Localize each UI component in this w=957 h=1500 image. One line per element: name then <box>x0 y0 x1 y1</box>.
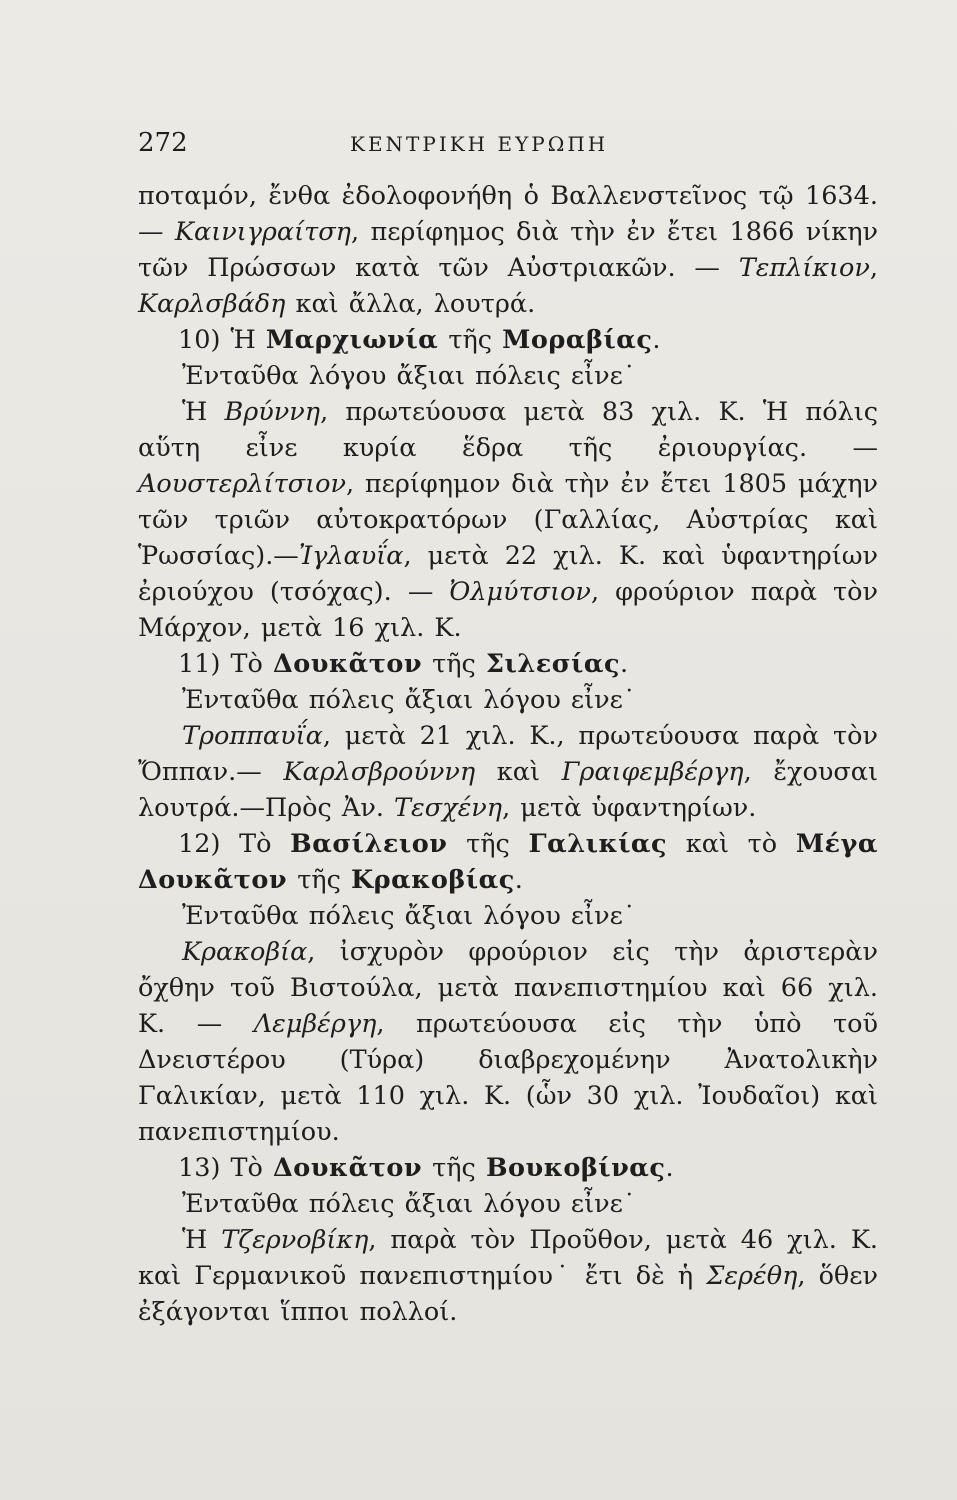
text-run: τῆς <box>422 649 486 679</box>
text-run: , περίφημος διὰ τὴν ἐν ἔτει 1866 νίκην τῶν Πρώσσων κατὰ τῶν Αὐστριακῶν. — <box>138 217 878 283</box>
text-run: , ἔχουσαι λουτρά.—Πρὸς Ἀν. <box>138 757 878 823</box>
place-name: Τροππαυΐα <box>182 721 323 751</box>
text-run: , ἰσχυρὸν φρούριον εἰς τὴν ἀριστερὰν ὄχθην τοῦ Βιστούλα, μετὰ πανεπιστημίου καὶ 66 χιλ. Κ. — <box>138 937 878 1039</box>
section-heading-12 <box>138 826 878 898</box>
place-name: Τζερνοβίκη <box>221 1225 369 1255</box>
place-name: Καρλσβρούννη <box>283 757 476 787</box>
section-number: 13) Τὸ <box>178 1153 273 1183</box>
text-run: , μετὰ 21 χιλ. Κ., πρωτεύουσα παρὰ τὸν Ὄππαν.— <box>138 721 878 787</box>
text-run: καὶ <box>475 757 562 787</box>
heading-term: Μαρχιωνία <box>265 325 439 355</box>
text-run: τῆς <box>422 1153 486 1183</box>
section-intro-10: Ἐνταῦθα λόγου ἄξιαι πόλεις εἶνε˙ <box>182 361 636 391</box>
place-name: Βρύννη <box>224 397 321 427</box>
text-run: καὶ τὸ <box>667 829 796 859</box>
section-heading-11 <box>138 646 878 682</box>
text-run: , ὅθεν ἐξάγονται ἵπποι πολλοί. <box>138 1261 878 1327</box>
heading-term: Δουκᾶτον <box>272 649 423 679</box>
section-intro-11: Ἐνταῦθα πόλεις ἄξιαι λόγου εἶνε˙ <box>182 685 636 715</box>
section-number: 11) Τὸ <box>178 649 273 679</box>
section-number: 12) Τὸ <box>178 829 291 859</box>
page-header <box>138 128 878 168</box>
text-run: καὶ ἄλλα, λουτρά. <box>285 289 536 319</box>
section-body-12 <box>138 934 878 1150</box>
section-body-13 <box>138 1222 878 1330</box>
text-run: Ἡ <box>182 1225 222 1255</box>
section-heading-13 <box>138 1150 878 1186</box>
place-name: Λεμβέργη <box>253 1009 377 1039</box>
heading-term: Δουκᾶτον <box>272 1153 423 1183</box>
section-body-11 <box>138 718 878 826</box>
place-name: Καινιγραίτση <box>174 217 351 247</box>
section-intro-13: Ἐνταῦθα πόλεις ἄξιαι λόγου εἶνε˙ <box>182 1189 636 1219</box>
text-run: , περίφημον διὰ τὴν ἐν ἔτει 1805 μάχην τῶν τριῶν αὐτοκρατόρων (Γαλλίας, Αὐστρίας καὶ Ῥωσσίας).— <box>138 469 878 571</box>
paragraph-carryover <box>138 178 878 322</box>
text-run: , παρὰ τὸν Προῦθον, μετὰ 46 χιλ. Κ. καὶ Γερμανικοῦ πανεπιστημίου˙ ἔτι δὲ ἡ <box>138 1225 878 1291</box>
place-name: Καρλσβάδη <box>138 289 286 319</box>
place-name: Αουστερλίτσιον <box>138 469 346 499</box>
text-run: τῆς <box>287 865 351 895</box>
text-run: , μετὰ ὑφαντηρίων. <box>502 793 757 823</box>
text-run: . <box>620 649 629 679</box>
text-run: , <box>869 253 878 283</box>
text-run: , πρωτεύουσα εἰς τὴν ὑπὸ τοῦ Δνειστέρου (Τύρα) διαβρεχομένην Ἀνατολικὴν Γαλικίαν, μετὰ 110 χιλ. Κ. (ὧν 30 χιλ. Ἰουδαῖοι) καὶ πανεπιστημίου. <box>138 1009 878 1147</box>
section-heading-10 <box>138 322 878 358</box>
body-text <box>138 178 878 1330</box>
text-run: . <box>665 1153 674 1183</box>
text-run: , πρωτεύουσα μετὰ 83 χιλ. Κ. Ἡ πόλις αὕτη εἶνε κυρία ἕδρα τῆς ἐριουργίας. — <box>138 397 878 463</box>
text-run: ποταμόν, ἔνθα ἐδολοφονήθη ὁ Βαλλενστεῖνος τῷ 1634.— <box>138 181 878 247</box>
place-name: Ὀλμύτσιον <box>449 577 591 607</box>
heading-term: Μέγα Δουκᾶτον <box>138 829 878 895</box>
heading-term: Βουκοβίνας <box>485 1153 666 1183</box>
place-name: Κρακοβία <box>182 937 308 967</box>
running-title: ΚΕΝΤΡΙΚΗ ΕΥΡΩΠΗ <box>350 132 609 156</box>
place-name: Τεπλίκιον <box>738 253 870 283</box>
text-run: τῆς <box>438 325 503 355</box>
heading-term: Μοραβίας <box>502 325 653 355</box>
text-run: τῆς <box>447 829 529 859</box>
section-number: 10) Ἡ <box>178 325 266 355</box>
page-number: 272 <box>138 128 188 158</box>
text-run: , φρούριον παρὰ τὸν Μάρχον, μετὰ 16 χιλ. Κ. <box>138 577 878 643</box>
heading-term: Βασίλειον <box>290 829 448 859</box>
place-name: Τεσχένη <box>394 793 503 823</box>
section-intro-12: Ἐνταῦθα πόλεις ἄξιαι λόγου εἶνε˙ <box>182 901 636 931</box>
heading-term: Κρακοβίας <box>350 865 515 895</box>
place-name: Γραιφεμβέργη <box>561 757 744 787</box>
place-name: Σερέθη <box>706 1261 798 1291</box>
text-run: Ἡ <box>182 397 225 427</box>
heading-term: Γαλικίας <box>528 829 668 859</box>
heading-term: Σιλεσίας <box>485 649 620 679</box>
text-run: . <box>514 865 523 895</box>
text-run: . <box>652 325 661 355</box>
place-name: Ἰγλαυΐα <box>298 541 404 571</box>
text-run: , μετὰ 22 χιλ. Κ. καὶ ὑφαντηρίων ἐριούχου (τσόχας). — <box>138 541 878 607</box>
section-body-10 <box>138 394 878 646</box>
